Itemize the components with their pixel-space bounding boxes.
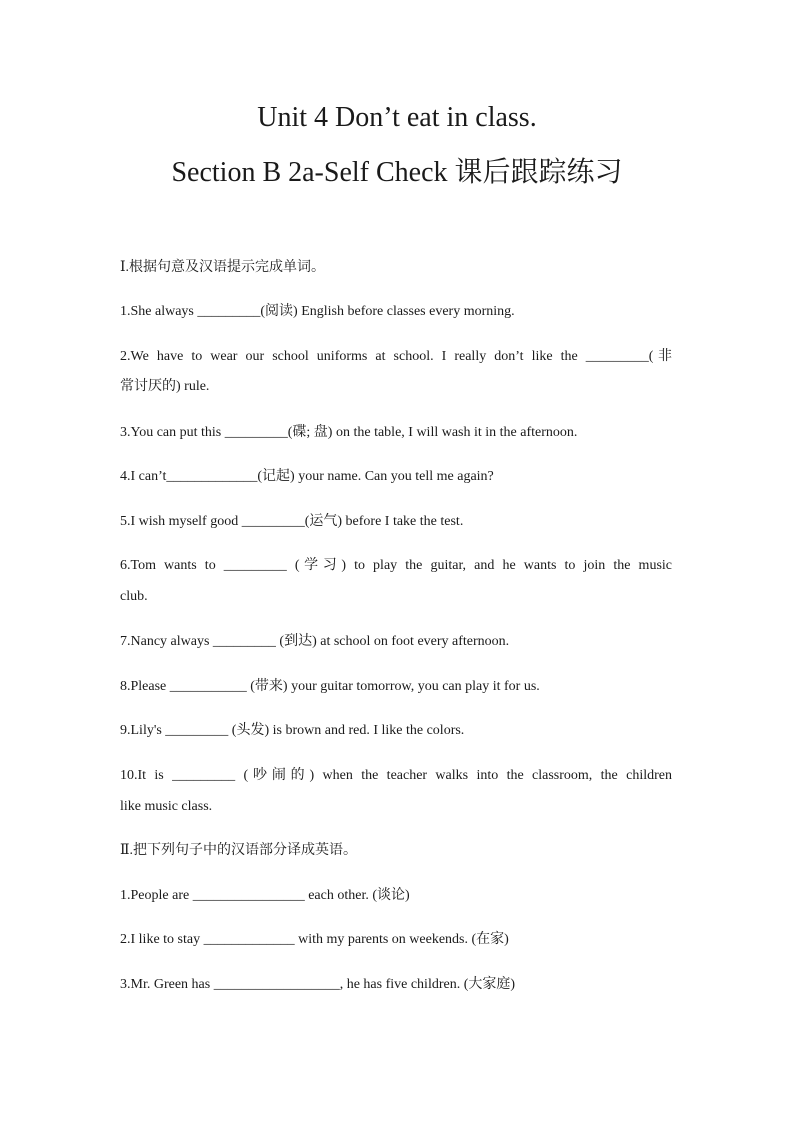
question-10-line-2: like music class. bbox=[120, 799, 213, 814]
question-10-line-1: 10.It is _________ (吵闹的) when the teacher walks into the classroom, the children bbox=[120, 768, 672, 783]
question-9: 9.Lily's _________ (头发) is brown and red. I like the colors. bbox=[120, 723, 465, 738]
translation-question-1: 1.People are ________________ each other. (谈论) bbox=[120, 888, 410, 903]
question-7: 7.Nancy always _________ (到达) at school on foot every afternoon. bbox=[120, 634, 510, 649]
section-1-heading: Ⅰ.根据句意及汉语提示完成单词。 bbox=[120, 260, 326, 275]
question-5: 5.I wish myself good _________(运气) before I take the test. bbox=[120, 514, 464, 529]
translation-question-3: 3.Mr. Green has __________________, he has five children. (大家庭) bbox=[120, 977, 516, 992]
question-2-line-2: 常讨厌的) rule. bbox=[120, 379, 210, 394]
translation-question-2: 2.I like to stay _____________ with my parents on weekends. (在家) bbox=[120, 932, 509, 947]
question-6-line-1: 6.Tom wants to _________ (学习) to play the guitar, and he wants to join the music bbox=[120, 558, 672, 573]
question-4: 4.I can’t_____________(记起) your name. Can you tell me again? bbox=[120, 469, 494, 484]
question-3: 3.You can put this _________(碟; 盘) on the table, I will wash it in the afternoon. bbox=[120, 425, 578, 440]
question-6-line-2: club. bbox=[120, 589, 148, 604]
question-8: 8.Please ___________ (带来) your guitar tomorrow, you can play it for us. bbox=[120, 679, 540, 694]
question-2-line-1: 2.We have to wear our school uniforms at school. I really don’t like the _________(非 bbox=[120, 349, 672, 364]
page-title: Unit 4 Don’t eat in class. bbox=[257, 102, 537, 133]
section-2-heading: Ⅱ.把下列句子中的汉语部分译成英语。 bbox=[120, 843, 358, 858]
page-subtitle: Section B 2a-Self Check 课后跟踪练习 bbox=[171, 157, 623, 188]
question-1: 1.She always _________(阅读) English before classes every morning. bbox=[120, 304, 515, 319]
